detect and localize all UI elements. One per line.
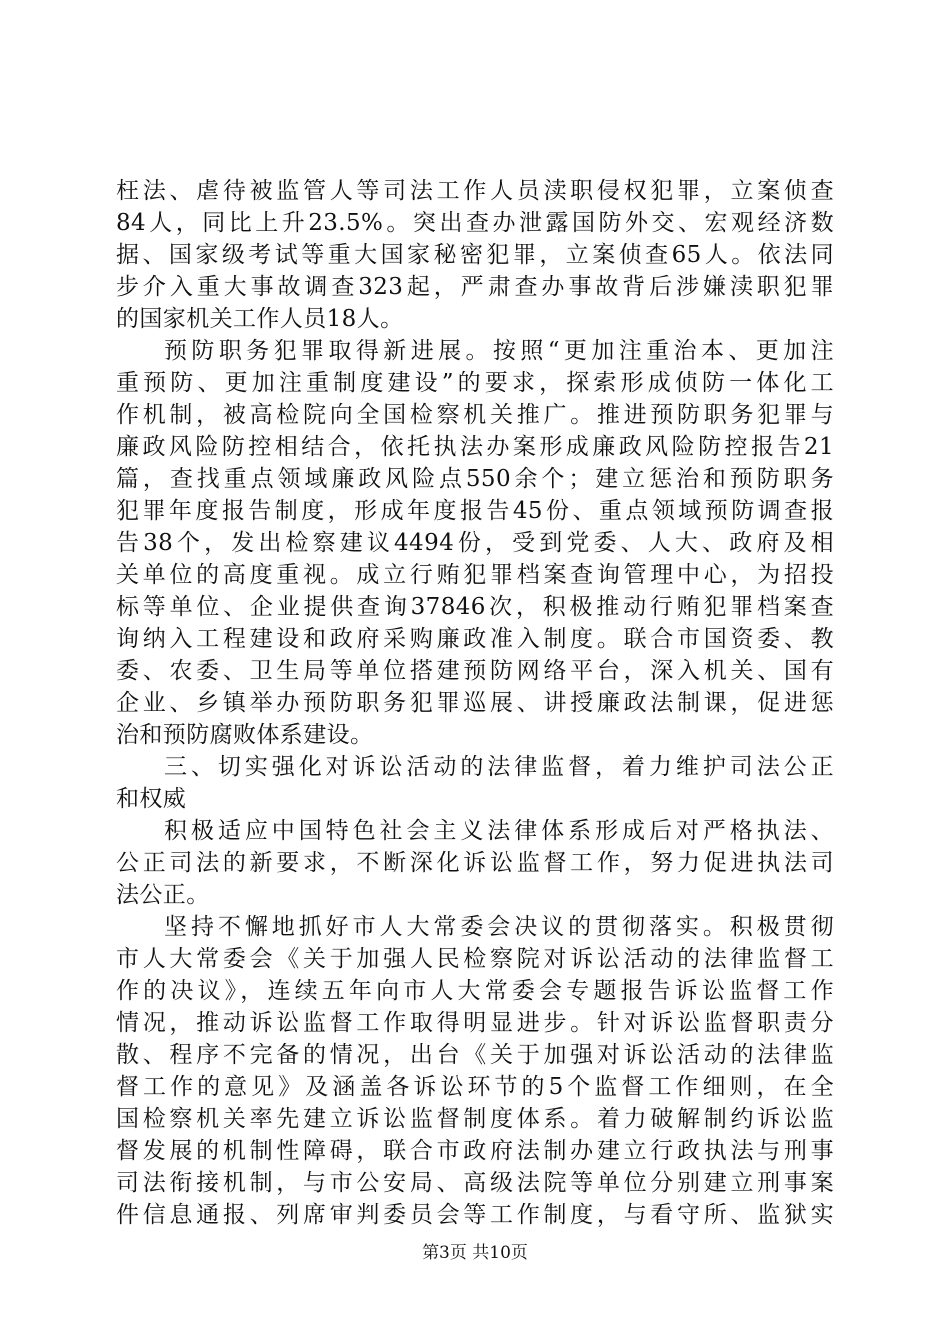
text-line: 廉政风险防控相结合，依托执法办案形成廉政风险防控报告21 [116, 434, 834, 460]
text-line: 枉法、虐待被监管人等司法工作人员渎职侵权犯罪，立案侦查 [116, 178, 834, 204]
text-line: 据、国家级考试等重大国家秘密犯罪，立案侦查65人。依法同 [116, 242, 834, 268]
text-line: 篇，查找重点领域廉政风险点550余个；建立惩治和预防职务 [116, 466, 834, 492]
text-line: 三、切实强化对诉讼活动的法律监督，着力维护司法公正 [164, 754, 834, 780]
text-line: 委、农委、卫生局等单位搭建预防网络平台，深入机关、国有 [116, 658, 834, 684]
text-line: 作机制，被高检院向全国检察机关推广。推进预防职务犯罪与 [116, 402, 834, 428]
text-line: 预防职务犯罪取得新进展。按照“更加注重治本、更加注 [164, 338, 834, 364]
text-line: 标等单位、企业提供查询37846次，积极推动行贿犯罪档案查 [116, 594, 834, 620]
text-line: 重预防、更加注重制度建设”的要求，探索形成侦防一体化工 [116, 370, 834, 396]
text-line: 的国家机关工作人员18人。 [116, 306, 404, 332]
text-line: 情况，推动诉讼监督工作取得明显进步。针对诉讼监督职责分 [116, 1010, 834, 1036]
text-line: 告38个，发出检察建议4494份，受到党委、人大、政府及相 [116, 530, 834, 556]
text-line: 作的决议》，连续五年向市人大常委会专题报告诉讼监督工作 [116, 978, 834, 1004]
text-line: 市人大常委会《关于加强人民检察院对诉讼活动的法律监督工 [116, 946, 834, 972]
text-line: 法公正。 [116, 882, 210, 908]
text-line: 司法衔接机制，与市公安局、高级法院等单位分别建立刑事案 [116, 1170, 834, 1196]
text-line: 步介入重大事故调查323起，严肃查办事故背后涉嫌渎职犯罪 [116, 274, 834, 300]
text-line: 督发展的机制性障碍，联合市政府法制办建立行政执法与刑事 [116, 1138, 834, 1164]
text-line: 治和预防腐败体系建设。 [116, 722, 374, 748]
text-line: 企业、乡镇举办预防职务犯罪巡展、讲授廉政法制课，促进惩 [116, 690, 834, 716]
text-line: 犯罪年度报告制度，形成年度报告45份、重点领域预防调查报 [116, 498, 834, 524]
document-body [116, 175, 834, 1231]
page-number-footer: 第3页 共10页 [422, 1243, 528, 1263]
text-line: 坚持不懈地抓好市人大常委会决议的贯彻落实。积极贯彻 [164, 914, 834, 940]
text-line: 件信息通报、列席审判委员会等工作制度，与看守所、监狱实 [116, 1202, 834, 1228]
text-line: 散、程序不完备的情况，出台《关于加强对诉讼活动的法律监 [116, 1042, 834, 1068]
text-line: 84人，同比上升23.5%。突出查办泄露国防外交、宏观经济数 [116, 210, 834, 236]
text-line: 国检察机关率先建立诉讼监督制度体系。着力破解制约诉讼监 [116, 1106, 834, 1132]
text-line: 关单位的高度重视。成立行贿犯罪档案查询管理中心，为招投 [116, 562, 834, 588]
text-line: 和权威 [116, 786, 187, 812]
text-line: 积极适应中国特色社会主义法律体系形成后对严格执法、 [164, 818, 834, 844]
text-line: 询纳入工程建设和政府采购廉政准入制度。联合市国资委、教 [116, 626, 834, 652]
text-line: 督工作的意见》及涵盖各诉讼环节的5个监督工作细则，在全 [116, 1074, 834, 1100]
text-line: 公正司法的新要求，不断深化诉讼监督工作，努力促进执法司 [116, 850, 834, 876]
